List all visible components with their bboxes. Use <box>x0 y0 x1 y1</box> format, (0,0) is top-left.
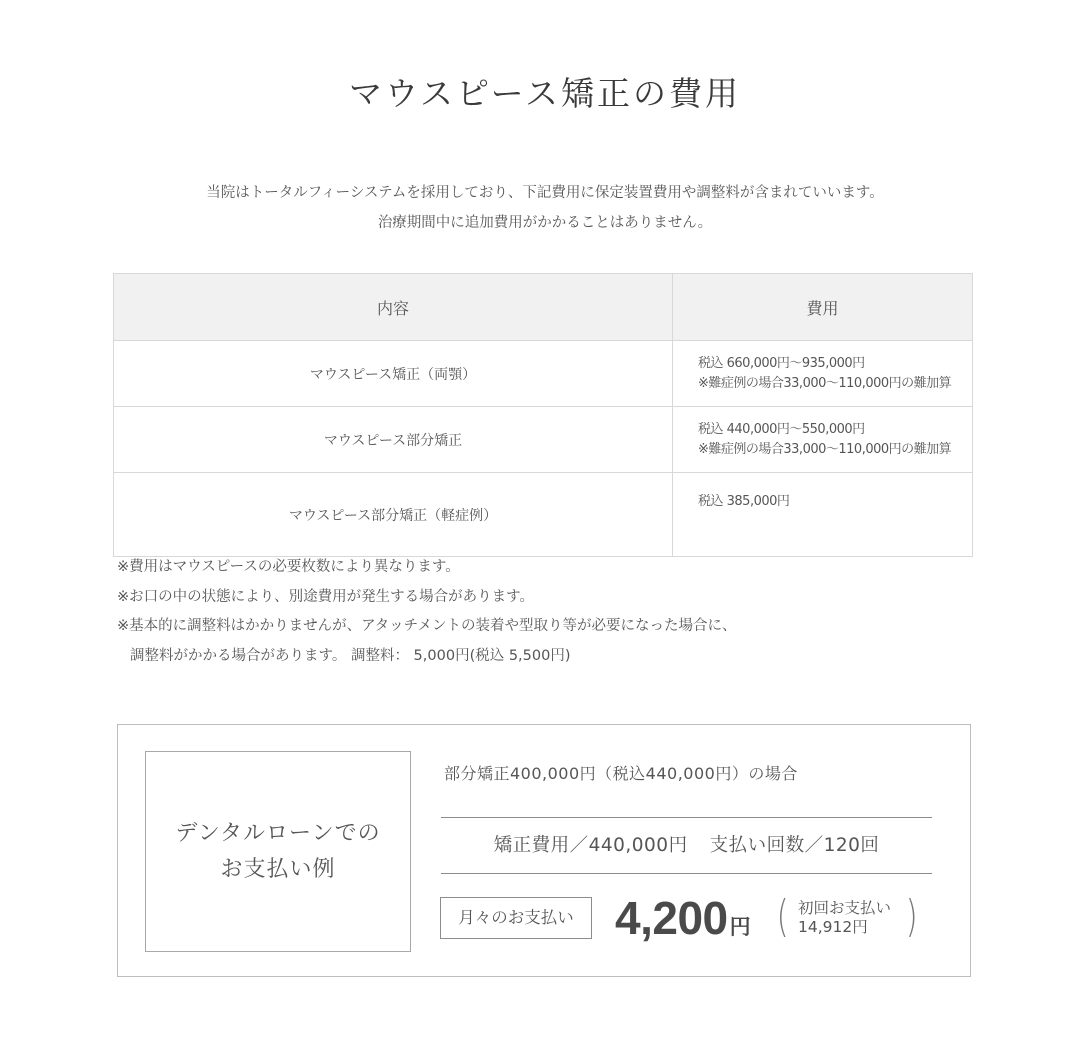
divider <box>441 817 932 818</box>
fee-table <box>113 273 973 557</box>
monthly-amount-number: 4,200 <box>615 892 728 944</box>
page-title: マウスピース矯正の費用 <box>348 74 742 113</box>
dental-loan-box <box>117 724 971 977</box>
loan-label-line-1: デンタルローンでの <box>175 820 381 846</box>
table-row <box>114 407 973 473</box>
loan-count-text: 支払い回数／120回 <box>709 835 880 856</box>
loan-case-text: 部分矯正400,000円（税込440,000円）の場合 <box>444 764 798 783</box>
row-item-name: マウスピース部分矯正（軽症例） <box>114 473 673 557</box>
loan-fee-text: 矯正費用／440,000円 <box>493 835 688 856</box>
row-item-name: マウスピース矯正（両顎） <box>114 341 673 407</box>
row-item-note: ※難症例の場合33,000〜110,000円の難加算 <box>698 441 952 457</box>
monthly-payment-label: 月々のお支払い <box>440 897 592 939</box>
note-4: 調整料がかかる場合があります。 調整料： 5,000円(税込 5,500円) <box>130 647 571 664</box>
row-item-price-cell <box>673 341 973 407</box>
intro-line-1: 当院はトータルフィーシステムを採用しており、下記費用に保定装置費用や調整料が含まれていいます。 <box>206 185 884 201</box>
table-row <box>114 341 973 407</box>
row-item-note: ※難症例の場合33,000〜110,000円の難加算 <box>698 375 952 391</box>
row-item-price: 税込 385,000円 <box>698 494 790 509</box>
row-item-price-cell <box>673 473 973 557</box>
loan-label-box <box>145 751 411 952</box>
initial-payment-label: 初回お支払い <box>798 899 892 917</box>
initial-payment <box>798 899 891 937</box>
note-3: ※基本的に調整料はかかりませんが、アタッチメントの装着や型取り等が必要になった場合に、 <box>117 618 737 634</box>
divider <box>441 873 932 874</box>
row-item-price-cell <box>673 407 973 473</box>
note-2: ※お口の中の状態により、別途費用が発生する場合があります。 <box>117 588 534 605</box>
note-1: ※費用はマウスピースの必要枚数により異なります。 <box>117 559 460 575</box>
monthly-amount-unit: 円 <box>729 915 751 939</box>
header-content: 内容 <box>114 274 673 341</box>
paren-open: ( <box>776 891 789 942</box>
header-fee: 費用 <box>673 274 973 341</box>
paren-close: ) <box>905 891 918 942</box>
table-header-row <box>114 274 973 341</box>
row-item-name: マウスピース部分矯正 <box>114 407 673 473</box>
intro-text <box>0 178 1090 238</box>
intro-line-2: 治療期間中に追加費用がかかることはありません。 <box>377 215 713 231</box>
loan-label-line-2: お支払い例 <box>220 856 336 882</box>
initial-payment-amount: 14,912円 <box>798 918 868 936</box>
table-row <box>114 473 973 557</box>
row-item-price: 税込 440,000円〜550,000円 <box>698 421 865 437</box>
loan-terms <box>441 831 932 857</box>
notes <box>117 553 737 671</box>
row-item-price: 税込 660,000円〜935,000円 <box>698 355 865 371</box>
monthly-payment-amount <box>615 891 751 945</box>
